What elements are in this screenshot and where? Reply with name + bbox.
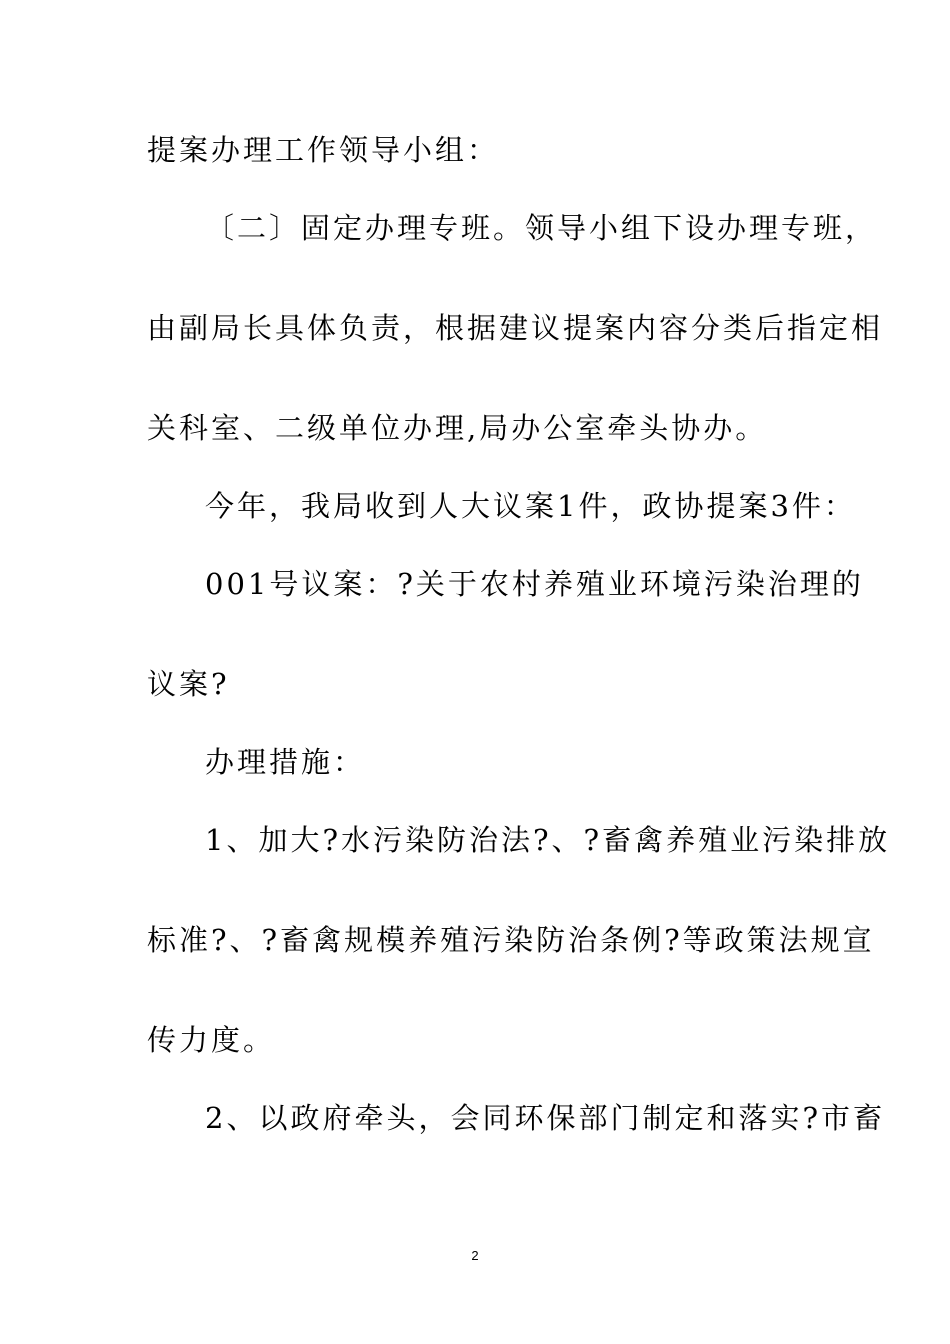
text-line-7: 议案?: [147, 667, 230, 701]
page-number: 2: [471, 1248, 479, 1263]
text-line-5: 今年，我局收到人大议案1件，政协提案3件：: [205, 489, 856, 523]
text-line-12: 2、以政府牵头，会同环保部门制定和落实?市畜: [205, 1101, 885, 1135]
text-line-10: 标准?、?畜禽规模养殖污染防治条例?等政策法规宣: [147, 923, 875, 957]
text-line-1: 提案办理工作领导小组：: [147, 133, 500, 167]
text-line-9: 1、加大?水污染防治法?、?畜禽养殖业污染排放: [205, 823, 891, 857]
text-line-4: 关科室、二级单位办理,局办公室牵头协办。: [147, 411, 768, 445]
text-line-6: 001号议案：?关于农村养殖业环境污染治理的: [205, 567, 864, 601]
text-line-2: 〔二〕固定办理专班。领导小组下设办理专班，: [205, 211, 878, 245]
text-line-3: 由副局长具体负责，根据建议提案内容分类后指定相: [147, 311, 884, 345]
text-line-11: 传力度。: [147, 1023, 276, 1057]
text-line-8: 办理措施：: [205, 745, 366, 779]
